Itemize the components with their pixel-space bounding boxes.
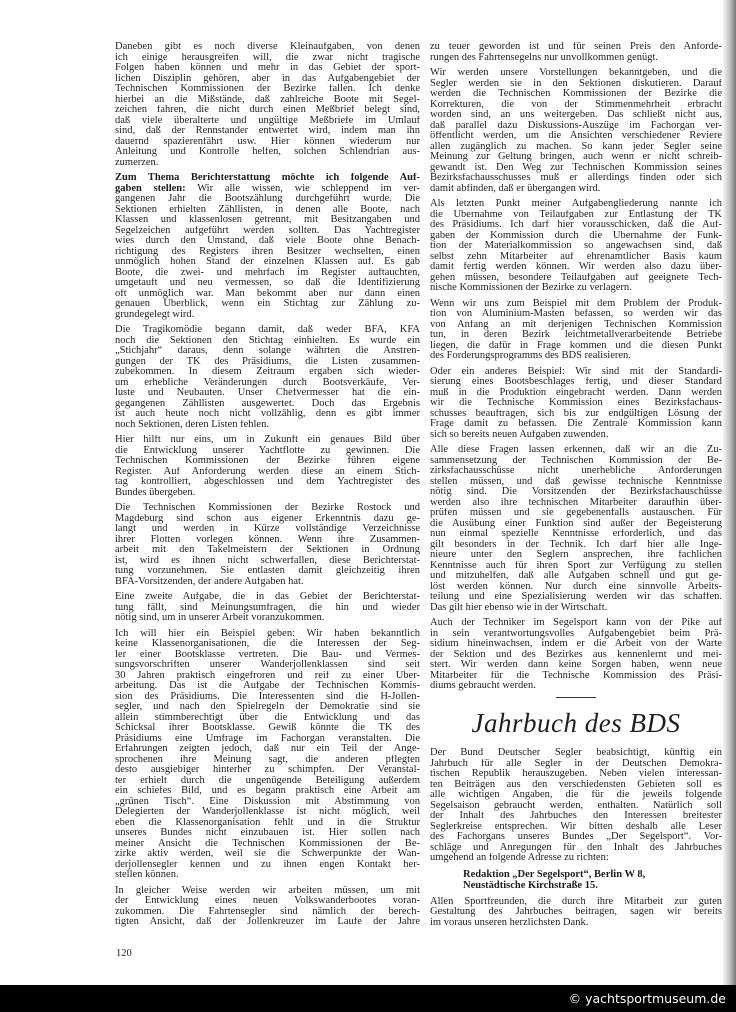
text-line: Alle diese Fragen lassen erkennen, daß wir an die Zu-	[430, 445, 722, 455]
text-line: Oder ein anderes Beispiel: Wir sind mit der Standardi-	[430, 366, 722, 377]
article-continuation	[430, 42, 722, 692]
text-line: Eine zweite Aufgabe, die in das Gebiet der Berichterstat-	[115, 592, 420, 602]
text-line: sion des Präsidiums. Die Interessenten sind die H-Jollen-	[115, 691, 420, 702]
text-line: dauernd spazierenfährt usw. Hier können wiederum nur	[115, 136, 420, 147]
paragraph	[115, 173, 420, 320]
text-line: sierung eines Bootsbeschlages fertig, und dieser Standard	[430, 377, 722, 387]
text-line: Hier hilft nur eins, um in Zukunft ein genaues Bild über	[115, 435, 420, 445]
text-line: der Entwicklung eines neuen Volkswanderbootes voran-	[115, 896, 420, 906]
paragraph	[430, 748, 722, 864]
text-line: schläge und Anregungen für den Inhalt des Jahrbuches	[430, 842, 722, 853]
text-line: tigten Ansicht, daß der Jollenkreuzer im Laufe der Jahre	[115, 917, 420, 927]
text-line: wies durch den Umstand, daß viele Boote ohne Benach-	[115, 236, 420, 246]
text-line: ist auch heute noch nicht vollzählig, denn es gibt immer	[115, 409, 420, 419]
text-line: oft unmöglich war. Man bekommt aber nur dann einen	[115, 288, 420, 299]
text-line: Daneben gibt es noch diverse Kleinaufgaben, von denen	[115, 42, 420, 52]
text-line: keine Klassenorganisationen, die die Interessen der Seg-	[115, 639, 420, 649]
address-line: Neustädtische Kirchstraße 15.	[463, 879, 598, 891]
text-line: die Entwicklung unserer Yachtflotte zu gewinnen. Die	[115, 445, 420, 456]
text-line: Register. Auf Anforderung werden diese an einem Stich-	[115, 466, 420, 477]
text-line: Wir werden unsere Vorstellungen bekanntgeben, und die	[430, 68, 722, 78]
text-line: hierbei an die Mißstände, daß zahlreiche Boote mit Segel-	[115, 94, 420, 105]
text-line: Wenn wir uns zum Beispiel mit dem Problem der Produk-	[430, 298, 722, 309]
text-line: des Präsidiums. Ich darf hier vorausschicken, daß die Auf-	[430, 220, 722, 230]
text-line: zukommen. Die Fahrtensegler sind nämlich der berech-	[115, 906, 420, 917]
text-line: Frage damit zu befassen. Die Zentrale Kommission kann	[430, 419, 722, 429]
text-line: ler einer Bootsklasse vertreten. Die Bau- und Vermes-	[115, 649, 420, 660]
text-line: wir die Technische Kommission eines Bezirksfachaus-	[430, 398, 722, 408]
text-line: Sektionen erhielten Zähllisten, in denen alle Boote, nach	[115, 204, 420, 215]
paragraph	[115, 503, 420, 587]
text-line: Schicksal ihrer Bootsklasse. Gewiß könnte die TK des	[115, 723, 420, 733]
text-line: ein schiefes Bild, und es begann praktisch eine Arbeit am	[115, 786, 420, 796]
text-line: Ich will hier ein Beispiel geben: Wir haben bekanntlich	[115, 628, 420, 639]
text-line: im voraus unseren herzlichsten Dank.	[430, 917, 589, 928]
text-line: desto ausgiebiger hinterher zu schimpfen. Der Veranstal-	[115, 765, 420, 775]
paragraph	[115, 629, 420, 881]
paragraph	[430, 68, 722, 194]
text-line: eben die Klassenorganisation fehlt und in die Struktur	[115, 817, 420, 828]
text-line: und mitzuhelfen, daß alle Aufgaben schnell und gut ge-	[430, 571, 722, 581]
text-line: Klassen und klassenlosen getrennt, mit Besitzangaben und	[115, 215, 420, 225]
text-line: arbeit mit den Takelmeistern der Sektionen in Ordnung	[115, 545, 420, 555]
text-line: Segelsaison gebraucht werden, enthalten. Natürlich soll	[430, 800, 722, 811]
jahrbuch-intro	[430, 748, 722, 864]
paragraph	[430, 445, 722, 613]
text-line: Die Technischen Kommissionen der Bezirke Rostock und	[115, 503, 420, 513]
text-line: tung fällt, sind Meinungsumfragen, die hin und wieder	[115, 602, 420, 613]
text-line: um erhebliche Veränderungen durch Bootsverkäufe, Ver-	[115, 377, 420, 388]
paragraph	[115, 592, 420, 624]
text-line: umgetauft und neu vermessen, so daß die Identifizierung	[115, 278, 420, 288]
text-line: meiner Ansicht die Technischen Kommissionen der Be-	[115, 838, 420, 849]
jahrbuch-heading: Jahrbuch des BDS	[471, 708, 681, 738]
paragraph	[115, 435, 420, 498]
paragraph	[430, 299, 722, 362]
text-line: daß parallel dazu Diskussions-Auszüge im Fachorgan ver-	[430, 120, 722, 131]
paragraph	[115, 42, 420, 168]
text-line: grundegelegt wird.	[115, 309, 195, 320]
text-line	[115, 184, 420, 195]
page-number: 120	[116, 948, 132, 959]
text-line: sungsvorschriften unserer Wanderjollenklassen sind seit	[115, 660, 420, 670]
text-line: ten Beiträgen aus den verschiedensten Gebieten soll es	[430, 779, 722, 790]
bold-lead: gaben stellen:	[115, 183, 186, 194]
text-line: Technischen Kommissionen der Bezirke führen eigene	[115, 456, 420, 466]
text-line: Kenntnisse auch für ihren Sport zur Verfügung zu stellen	[430, 560, 722, 571]
text-line: in sein verantwortungsvolles Aufgabengebiet beim Prä-	[430, 628, 722, 639]
text-line: ich einige herausgreifen will, die zwar nicht tragische	[115, 52, 420, 63]
text-line: genauen Überblick, wenn ein Stichtag zur Zählung zu-	[115, 299, 420, 309]
text-line: prüfen müssen und sie gegebenenfalls austauschen. Für	[430, 508, 722, 518]
text-line: liegen, die dafür in Frage kommen und die diesen Punkt	[430, 340, 722, 351]
text-line: nische Kommissionen der Bezirke zu verlagern.	[430, 283, 632, 293]
text-line: teilung und eine Spezialisierung werden wir das schaffen.	[430, 592, 722, 602]
text-line: umgehend an folgende Adresse zu richten:	[430, 853, 609, 863]
text-line: die Übernahme von Teilaufgaben zur Entlastung der TK	[430, 209, 722, 220]
text-line: Segler werden sie in den Sektionen diskutieren. Darauf	[430, 78, 722, 89]
text-line: Meinung zur Geltung bringen, auch wenn er nicht schreib-	[430, 152, 722, 162]
text-line: unseres Bundes nicht einzubauen ist. Hier sollen nach	[115, 828, 420, 838]
text-line: werden die Technischen Kommissionen der Bezirke die	[430, 89, 722, 99]
address-line: Redaktion „Der Segelsport“, Berlin W 8,	[463, 868, 646, 880]
text-line: richtigung des Registers ihren Besitzer wechselten, einen	[115, 246, 420, 257]
text-line: Magdeburg sind schon aus eigener Erkenntnis dazu ge-	[115, 513, 420, 524]
text-line: tung vorzunehmen. Sie entlasten damit gleichzeitig ihren	[115, 566, 420, 576]
text-line: stellen können.	[115, 870, 179, 880]
text-line: diums gebraucht werden.	[430, 681, 536, 691]
jahrbuch-address	[430, 869, 722, 891]
text-line: zeichen fahren, die nicht durch einen Meßbrief belegt sind,	[115, 105, 420, 115]
text-line: unmöglich hohen Stand der einzelnen Klassen auf. Es gab	[115, 257, 420, 267]
section-divider	[556, 697, 596, 699]
text-line: derjollensegler kennen und zu ihnen engen Kontakt her-	[115, 859, 420, 870]
text-line: gangenen Jahr die Bootszählung durchgeführt wurde. Die	[115, 194, 420, 204]
paragraph	[115, 325, 420, 430]
text-line: zu teuer geworden ist und für seinen Preis den Anforde-	[430, 42, 722, 52]
text-line: tion von Aluminium-Masten befassen, so werden wir das	[430, 309, 722, 319]
text-line: Auch der Techniker im Segelsport kann von der Pike auf	[430, 618, 722, 628]
text-line: Präsidiums eine Umfrage im Fachorgan veranstalten. Die	[115, 733, 420, 744]
text-line: Boote, die zwei- und mehrfach im Register auftauchten,	[115, 267, 420, 278]
text-line: schusses beauftragen, sich bis zur endgültigen Lösung der	[430, 408, 722, 419]
text-line: nun einmal spezielle Kenntnisse erforderlich, und das	[430, 529, 722, 539]
bold-lead: Zum Thema Berichterstattung möchte ich folgende Auf-	[115, 173, 420, 183]
text-line: Der Bund Deutscher Segler beabsichtigt, künftig ein	[430, 748, 722, 758]
right-column	[430, 42, 722, 933]
text-line: „Stichjahr“ daraus, denn solange währten die Anstren-	[115, 346, 420, 356]
text-line: Delegierten der Wanderjollenklasse ist nicht möglich, weil	[115, 807, 420, 817]
text-line: stellen müssen, und daß gewisse technische Kenntnisse	[430, 476, 722, 487]
text-line: gegangenen Zähllisten ausgewertet. Doch das Ergebnis	[115, 398, 420, 409]
text-line: Das gilt hier ebenso wie in der Wirtschaft.	[430, 602, 608, 613]
text-line: Segelzeichen aufgeführt werden sollten. Das Yachtregister	[115, 225, 420, 236]
text-line: nötig sind, um in unserer Arbeit voranzukommen.	[115, 613, 325, 623]
text-run: Wir alle wissen, wie schleppend im ver-	[185, 183, 420, 194]
text-line: die Ausübung einer Funktion sind außer der Begeisterung	[430, 518, 722, 529]
text-line: zubekommen. In diesem Zeitraum ergaben sich wieder-	[115, 367, 420, 377]
text-line: langt und werden in Kürze vollständige Verzeichnisse	[115, 524, 420, 534]
text-line: Gestaltung des Jahrbuches beitragen, sagen wir bereits	[430, 907, 722, 917]
text-line: zirke aktiv werden, weil sie die Schwerpunkte der Wan-	[115, 849, 420, 859]
paragraph	[430, 618, 722, 692]
text-line: zirksfachausschüsse nicht unerhebliche Anforderungen	[430, 466, 722, 476]
text-line: stert. Wir werden dann keine Sorgen haben, wenn neue	[430, 660, 722, 670]
text-line: Jahrbuch für alle Segler in der Deutschen Demokra-	[430, 758, 722, 769]
text-line: von Anfang an mit derjenigen Technischen Kommission	[430, 319, 722, 330]
text-line: selbst zehn Mitarbeiter auf ehrenamtlicher Basis kaum	[430, 251, 722, 262]
text-line: alle wichtigen Angaben, die für die jeweils folgende	[430, 790, 722, 800]
text-line: tun, in deren Bezirk leichtmetallverarbeitende Betriebe	[430, 330, 722, 340]
text-line: muß in die Produktion eingebracht werden. Dann werden	[430, 387, 722, 398]
text-line: Allen Sportfreunden, die durch ihre Mitarbeit zur guten	[430, 896, 722, 907]
text-line: zumerzen.	[115, 157, 159, 168]
text-line: worden sind, an uns weitergeben. Das schließt nicht aus,	[430, 110, 722, 120]
text-line: Bezirksfachausschusses muß er allerdings finden oder sich	[430, 173, 722, 183]
text-line: des Forderungsprogramms des BDS realisieren.	[430, 351, 631, 361]
text-line: Technischen Kommissionen der Bezirke fallen. Ich denke	[115, 84, 420, 94]
text-line: sammensetzung der Technischen Kommission der Be-	[430, 455, 722, 466]
text-line: der Inhalt des Jahrbuches den Interessen breitester	[430, 811, 722, 821]
text-line: damit fertig werden können. Wir werden also dazu über-	[430, 262, 722, 272]
text-line: des Fachorgans unseres Bundes „Der Segelsport“. Vor-	[430, 832, 722, 842]
text-line: ist, wird es ihnen nicht schwerfallen, diese Berichterstat-	[115, 555, 420, 566]
paragraph	[430, 199, 722, 294]
paragraph	[430, 367, 722, 441]
text-line: löst werden können. Nur durch eine sinnvolle Arbeits-	[430, 581, 722, 592]
text-line: nieure unter den Seglern ansprechen, ihre fachlichen	[430, 550, 722, 560]
text-line: Seglerkreise entsprechen. Wir bitten deshalb alle Leser	[430, 821, 722, 832]
text-line: Folgen haben können und mehr in das Gebiet der sport-	[115, 63, 420, 73]
text-line: Bundes übergeben.	[115, 487, 196, 498]
text-line: allen zugänglich zu machen. So kann jeder Segler seine	[430, 141, 722, 152]
text-line	[115, 173, 420, 184]
text-line: werden also ihre technischen Mitarbeiter daraufhin über-	[430, 497, 722, 508]
text-line: rungen des Fahrtensegelns nur unvollkommen genügt.	[430, 52, 659, 63]
text-line: ter erhielt durch die ungenügende Beteiligung außerdem	[115, 775, 420, 786]
text-line: daß viele überalterte und ungültige Meßbriefe im Umlauf	[115, 115, 420, 126]
paragraph	[430, 42, 722, 63]
text-line: sich so bereits neuen Aufgaben zuwenden.	[430, 429, 609, 440]
text-line: 30 Jahren praktisch eingefroren und reif zu einer Über-	[115, 670, 420, 681]
jahrbuch-closing	[430, 897, 722, 929]
text-line: In gleicher Weise werden wir arbeiten müssen, um mit	[115, 885, 420, 896]
text-line: lichen Disziplin gehören, aber in das Aufgabengebiet der	[115, 73, 420, 84]
text-line: gehen müssen, besondere Teilaufgaben auf geeignete Tech-	[430, 272, 722, 283]
text-line: tion der Materialkommission so angewachsen sind, daß	[430, 241, 722, 251]
text-line: gilt besonders in der Technik. Ich darf hier alle Inge-	[430, 539, 722, 550]
text-line: tischen Republik herauszugeben. Neben vielen interessan-	[430, 769, 722, 779]
text-line: öffentlicht werden, um die Ansichten verschiedener Reviere	[430, 131, 722, 141]
text-line: der Sektion und des Bezirkes aus kennenlernt und mei-	[430, 649, 722, 660]
text-line: Als letzten Punkt meiner Aufgabengliederung nannte ich	[430, 199, 722, 209]
text-line: Erfahrungen zeigten jedoch, daß nur ein Teil der Ange-	[115, 744, 420, 754]
paragraph	[115, 886, 420, 928]
text-line: damit abfinden, daß er übergangen wird.	[430, 183, 601, 194]
text-line: Die Tragikomödie begann damit, daß weder BFA, KFA	[115, 325, 420, 335]
watermark-text: © yachtsportmuseum.de	[568, 991, 726, 1006]
watermark-bar	[0, 985, 736, 1012]
text-line: Mitarbeiter für die Technische Kommission des Präsi-	[430, 670, 722, 681]
text-line: allein stimmberechtigt über die Entwicklung und das	[115, 712, 420, 723]
text-line: noch Sektionen, deren Listen fehlen.	[115, 419, 269, 430]
text-line: tag kontrolliert, abgeschlossen und dem Yachtregister des	[115, 477, 420, 487]
text-line: Korrekturen, die von der Stimmenmehrheit erbracht	[430, 99, 722, 110]
text-line: luste und Neubauten. Unser Chefvermesser hat die ein-	[115, 388, 420, 398]
text-line: gewandt ist. Den Weg zur Technischen Kommission seines	[430, 162, 722, 173]
page-binding-shadow	[722, 0, 736, 985]
text-line: gaben der Kommission durch die Übernahme der Funk-	[430, 230, 722, 241]
text-line: sind, daß der Rennstander entwertet wird, indem man ihn	[115, 126, 420, 136]
text-line: sprochenen ihre Meinung sagt, die anderen pflegten	[115, 754, 420, 765]
text-line: nötig sind. Die Vorsitzenden der Bezirksfachauschüsse	[430, 487, 722, 497]
paragraph	[430, 897, 722, 929]
text-line: noch die Sektionen den Stichtag einhielten. Es wurde ein	[115, 335, 420, 346]
text-line: sidium hineinwachsen, indem er die Arbeit von der Warte	[430, 639, 722, 649]
text-line: „grünen Tisch“. Eine Diskussion mit Abstimmung von	[115, 796, 420, 807]
text-line: segler, und nach den Spielregeln der Demokratie sind sie	[115, 702, 420, 712]
text-line: gungen der TK des Präsidiums, die Listen zusammen-	[115, 356, 420, 367]
text-line: ihrer Flotten vorlegen können. Wenn ihre Zusammen-	[115, 534, 420, 545]
text-line: BFA-Vorsitzenden, der andere Aufgaben hat.	[115, 576, 304, 587]
text-line: Anleitung und Kontrolle helfen, solchen Schlendrian aus-	[115, 147, 420, 157]
left-column	[115, 42, 420, 933]
text-line: arbeitung. Das ist die Aufgabe der Technischen Kommis-	[115, 681, 420, 691]
